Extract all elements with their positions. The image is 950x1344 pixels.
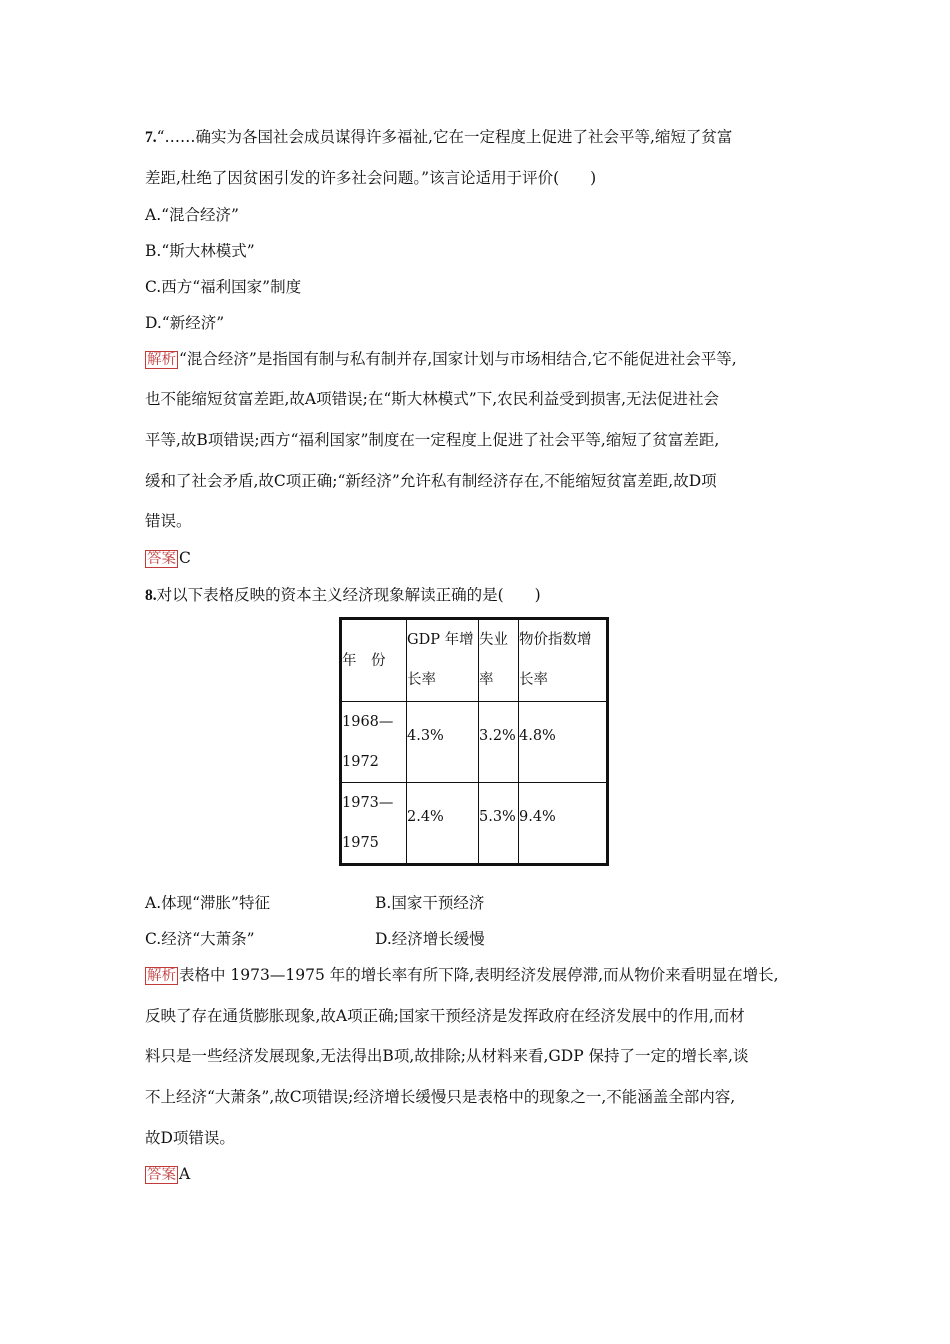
header-gdp <box>407 619 479 702</box>
header-gdp-l1: GDP 年增 <box>407 632 474 648</box>
header-gdp-l2: 长率 <box>407 672 436 688</box>
q8-analysis-line4: 不上经济“大萧条”,故C项错误;经济增长缓慢只是表格中的现象之一,不能涵盖全部内容, <box>145 1088 736 1106</box>
q7-stem-line2: 差距,杜绝了因贫困引发的许多社会问题。”该言论适用于评价( ) <box>145 169 597 187</box>
q7-stem-line1 <box>145 127 732 148</box>
cell-year <box>341 783 407 865</box>
cell-price-index <box>519 783 608 865</box>
q7-answer: C <box>179 549 191 567</box>
q7-option-c: C.西方“福利国家”制度 <box>145 278 302 296</box>
cell-unemployment <box>479 783 519 865</box>
q7-analysis-line1 <box>145 349 737 369</box>
q7-analysis-line2: 也不能缩短贫富差距,故A项错误;在“斯大林模式”下,农民利益受到损害,无法促进社会 <box>145 390 720 408</box>
cell-year-l1: 1968— <box>342 714 394 730</box>
q7-analysis-line5: 错误。 <box>145 512 192 530</box>
cell-price-value: 9.4% <box>519 809 556 825</box>
q8-answer: A <box>179 1165 191 1183</box>
economic-data-table <box>339 617 609 866</box>
q8-option-c: C.经济“大萧条” <box>145 930 255 948</box>
header-year <box>341 619 407 702</box>
cell-unemployment <box>479 702 519 783</box>
q7-option-d: D.“新经济” <box>145 314 225 332</box>
header-unemployment <box>479 619 519 702</box>
header-price-l1: 物价指数增 <box>519 632 592 648</box>
q8-stem <box>145 585 541 606</box>
q8-analysis-line3: 料只是一些经济发展现象,无法得出B项,故排除;从材料来看,GDP 保持了一定的增长率,谈 <box>145 1047 749 1065</box>
q8-analysis-line5: 故D项错误。 <box>145 1129 235 1147</box>
cell-price-index <box>519 702 608 783</box>
table-header-row <box>341 619 608 702</box>
cell-year-l2: 1972 <box>342 754 379 770</box>
cell-year-l2: 1975 <box>342 835 379 851</box>
q8-stem-text: 对以下表格反映的资本主义经济现象解读正确的是( ) <box>156 586 541 604</box>
answer-tag: 答案 <box>147 551 176 567</box>
q8-option-d: D.经济增长缓慢 <box>375 930 485 948</box>
cell-unemp-value: 3.2% <box>479 728 516 744</box>
answer-tag: 答案 <box>147 1167 176 1183</box>
q7-option-a: A.“混合经济” <box>145 206 239 224</box>
header-price-index <box>519 619 608 702</box>
q8-number: 8. <box>145 587 157 604</box>
q8-option-a: A.体现“滞胀”特征 <box>145 894 270 912</box>
header-year-text: 年 份 <box>342 653 386 669</box>
header-unemp-l2: 率 <box>479 672 494 688</box>
analysis-tag: 解析 <box>147 352 176 368</box>
cell-gdp-value: 4.3% <box>407 728 444 744</box>
cell-gdp <box>407 783 479 865</box>
cell-price-value: 4.8% <box>519 728 556 744</box>
analysis-tag: 解析 <box>147 968 176 984</box>
table-row <box>341 783 608 865</box>
q7-option-b: B.“斯大林模式” <box>145 242 255 260</box>
q8-option-b: B.国家干预经济 <box>375 894 485 912</box>
q7-answer-line <box>145 548 191 568</box>
q8-analysis-text: 表格中 1973—1975 年的增长率有所下降,表明经济发展停滞,而从物价来看明显在增长, <box>179 966 779 984</box>
cell-gdp <box>407 702 479 783</box>
q7-number: 7. <box>145 129 157 146</box>
q7-stem-text: “……确实为各国社会成员谋得许多福祉,它在一定程度上促进了社会平等,缩短了贫富 <box>156 128 733 146</box>
cell-gdp-value: 2.4% <box>407 809 444 825</box>
header-price-l2: 长率 <box>519 672 548 688</box>
cell-unemp-value: 5.3% <box>479 809 516 825</box>
cell-year-l1: 1973— <box>342 795 394 811</box>
q7-analysis-text: “混合经济”是指国有制与私有制并存,国家计划与市场相结合,它不能促进社会平等, <box>179 350 737 368</box>
q7-analysis-line3: 平等,故B项错误;西方“福利国家”制度在一定程度上促进了社会平等,缩短了贫富差距, <box>145 431 720 449</box>
q7-analysis-line4: 缓和了社会矛盾,故C项正确;“新经济”允许私有制经济存在,不能缩短贫富差距,故D项 <box>145 472 717 490</box>
table-row <box>341 702 608 783</box>
header-unemp-l1: 失业 <box>479 632 508 648</box>
cell-year <box>341 702 407 783</box>
q8-analysis-line2: 反映了存在通货膨胀现象,故A项正确;国家干预经济是发挥政府在经济发展中的作用,而材 <box>145 1007 745 1025</box>
q8-answer-line <box>145 1164 190 1184</box>
q8-analysis-line1 <box>145 965 779 985</box>
